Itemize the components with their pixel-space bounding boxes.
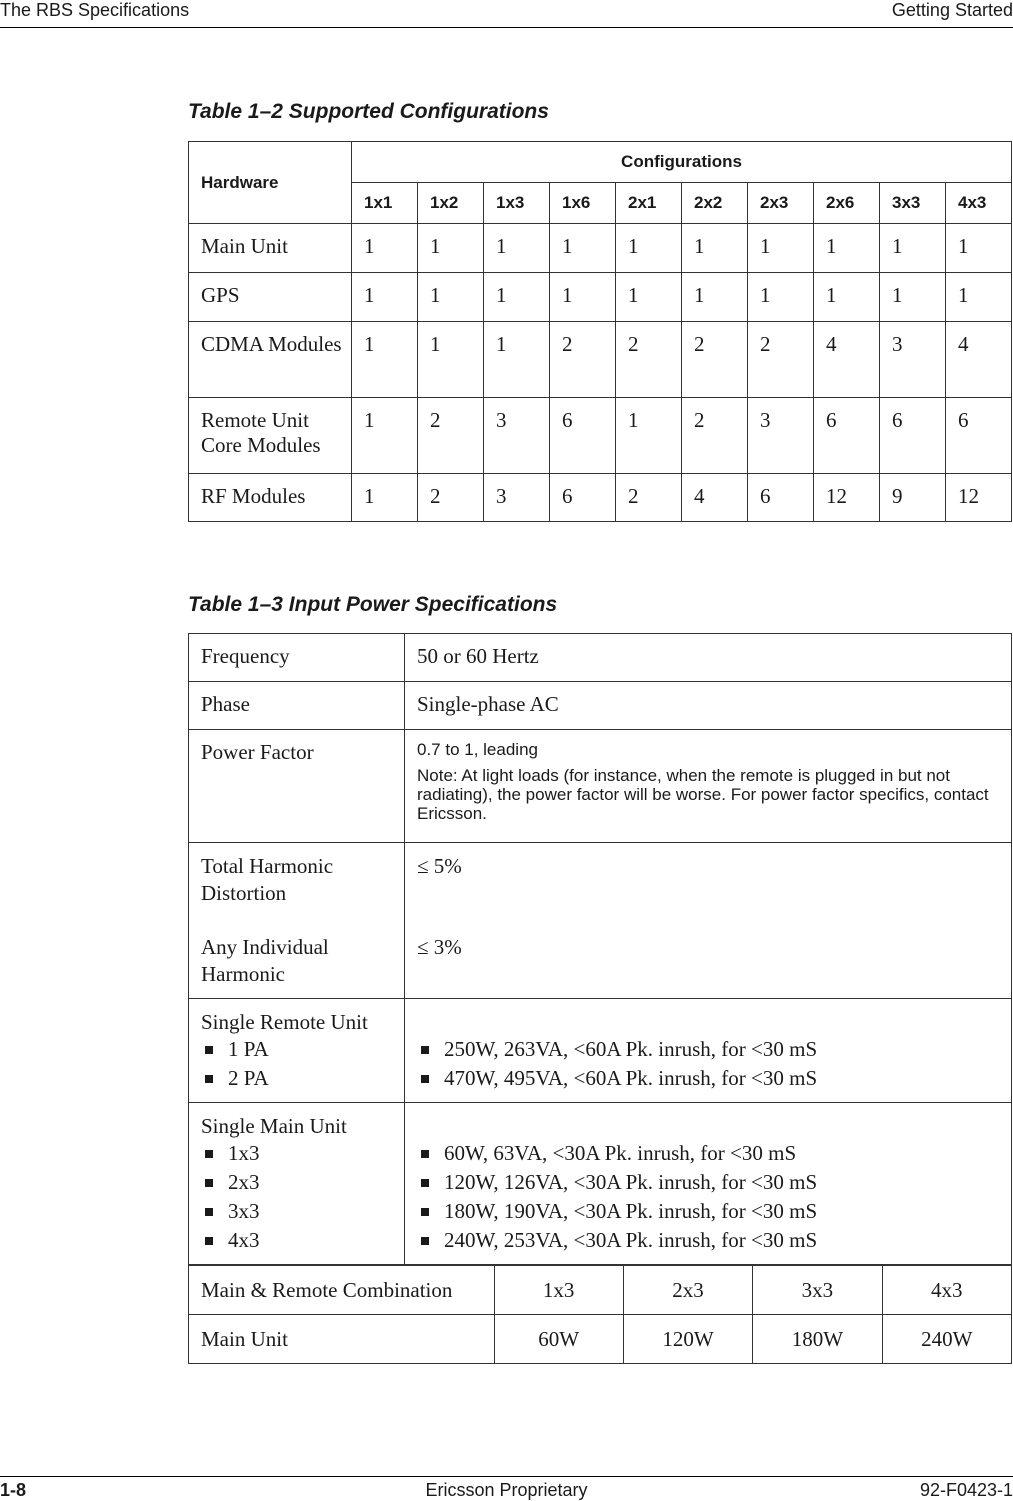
bullet-icon [421, 1179, 429, 1187]
table-cell: 2 [418, 398, 484, 474]
single-main-unit-label: Single Main Unit [201, 1114, 347, 1138]
table-row [189, 1266, 1012, 1315]
table-row [189, 474, 1012, 522]
list-item [201, 1226, 404, 1255]
single-remote-unit-label: Single Remote Unit [201, 1010, 368, 1034]
power-factor-cell [405, 730, 1012, 843]
bullet-icon [421, 1208, 429, 1216]
list-item-text: 470W, 495VA, <60A Pk. inrush, for <30 mS [444, 1066, 818, 1090]
table-row [189, 999, 1012, 1103]
power-factor-value: 0.7 to 1, leading [417, 740, 538, 759]
row-label: Remote Unit Core Modules [189, 398, 352, 474]
list-item [201, 1064, 404, 1093]
page-number: 1-8 [0, 1480, 27, 1500]
table-cell: 1 [352, 273, 418, 322]
configurations-header: Configurations [352, 142, 1012, 183]
table-cell: 1 [550, 273, 616, 322]
list-item [201, 1168, 404, 1197]
table-cell: 120W [623, 1315, 752, 1364]
page-footer [0, 1476, 1013, 1500]
table-cell: 1 [418, 224, 484, 273]
list-item [417, 1197, 1011, 1226]
table-cell: 1 [616, 273, 682, 322]
list-item-text: 4x3 [228, 1228, 260, 1252]
page-header [0, 0, 1013, 28]
list-item [417, 1139, 1011, 1168]
table-cell: 1 [748, 273, 814, 322]
table-cell: 1 [946, 224, 1012, 273]
table-cell: 12 [946, 474, 1012, 522]
config-column: 2x3 [748, 183, 814, 224]
combination-column: 4x3 [882, 1266, 1011, 1315]
combination-column: 1x3 [494, 1266, 623, 1315]
list-item [417, 1035, 1011, 1064]
table-row [189, 224, 1012, 273]
bullet-icon [205, 1179, 213, 1187]
config-column: 2x2 [682, 183, 748, 224]
table-cell: 1 [484, 322, 550, 398]
table-cell: 180W [753, 1315, 882, 1364]
config-column: 1x3 [484, 183, 550, 224]
table3-caption: Table 1–3 Input Power Specifications [188, 593, 558, 616]
row-label: GPS [189, 273, 352, 322]
table-cell: 1 [814, 224, 880, 273]
list-item [201, 1035, 404, 1064]
single-remote-unit-cell [189, 999, 405, 1103]
table-cell: 6 [550, 398, 616, 474]
table-cell: 2 [418, 474, 484, 522]
list-item-text: 120W, 126VA, <30A Pk. inrush, for <30 mS [444, 1170, 818, 1194]
table-cell: 1 [616, 398, 682, 474]
table-cell: 3 [484, 474, 550, 522]
config-column: 2x6 [814, 183, 880, 224]
config-column: 3x3 [880, 183, 946, 224]
table-cell: 1 [484, 273, 550, 322]
document-number: 92-F0423-1 [919, 1480, 1013, 1500]
list-item-text: 2x3 [228, 1170, 260, 1194]
table-cell: 1 [550, 224, 616, 273]
frequency-label: Frequency [189, 634, 405, 682]
bullet-icon [205, 1150, 213, 1158]
bullet-icon [421, 1046, 429, 1054]
list-item-text: 250W, 263VA, <60A Pk. inrush, for <30 mS [444, 1037, 818, 1061]
list-item-text: 1x3 [228, 1141, 260, 1165]
table-cell: 1 [418, 322, 484, 398]
table-cell: 1 [616, 224, 682, 273]
table-cell: 2 [748, 322, 814, 398]
table-cell: 1 [682, 224, 748, 273]
table-row [189, 634, 1012, 682]
table-cell: 2 [616, 322, 682, 398]
harmonics-labels [189, 843, 405, 999]
table-row [189, 1103, 1012, 1265]
table-cell: 1 [880, 224, 946, 273]
table-row [189, 398, 1012, 474]
table-cell: 240W [882, 1315, 1011, 1364]
main-remote-combination-table [188, 1265, 1012, 1364]
thd-value: ≤ 5% [417, 854, 462, 878]
table-cell: 4 [682, 474, 748, 522]
list-item-text: 240W, 253VA, <30A Pk. inrush, for <30 mS [444, 1228, 818, 1252]
table2-caption: Table 1–2 Supported Configurations [188, 100, 549, 123]
table-cell: 1 [748, 224, 814, 273]
single-main-unit-values [405, 1103, 1012, 1265]
supported-configurations-table [188, 141, 1012, 522]
combination-column: 2x3 [623, 1266, 752, 1315]
individual-harmonic-value: ≤ 3% [417, 935, 462, 959]
row-label: CDMA Modules [189, 322, 352, 398]
table-cell: 2 [616, 474, 682, 522]
single-main-unit-cell [189, 1103, 405, 1265]
config-column: 1x1 [352, 183, 418, 224]
table-cell: 1 [352, 398, 418, 474]
table-cell: 4 [814, 322, 880, 398]
phase-label: Phase [189, 682, 405, 730]
table-row [189, 322, 1012, 398]
bullet-icon [205, 1237, 213, 1245]
power-factor-label: Power Factor [189, 730, 405, 843]
bullet-icon [205, 1046, 213, 1054]
combination-column: 3x3 [753, 1266, 882, 1315]
harmonics-values [405, 843, 1012, 999]
hardware-header: Hardware [189, 142, 352, 224]
table-cell: 1 [352, 322, 418, 398]
list-item [417, 1064, 1011, 1093]
list-item-text: 2 PA [228, 1066, 269, 1090]
table-cell: 60W [494, 1315, 623, 1364]
row-label: RF Modules [189, 474, 352, 522]
main-unit-label: Main Unit [189, 1315, 495, 1364]
bullet-icon [205, 1075, 213, 1083]
thd-label: Total Harmonic Distortion [201, 854, 334, 905]
table-cell: 6 [880, 398, 946, 474]
table-cell: 3 [748, 398, 814, 474]
bullet-icon [421, 1150, 429, 1158]
list-item-text: 180W, 190VA, <30A Pk. inrush, for <30 mS [444, 1199, 818, 1223]
table-cell: 6 [748, 474, 814, 522]
table-cell: 1 [418, 273, 484, 322]
bullet-icon [421, 1237, 429, 1245]
input-power-specifications-table [188, 633, 1012, 1265]
frequency-value: 50 or 60 Hertz [405, 634, 1012, 682]
config-column: 1x6 [550, 183, 616, 224]
table-cell: 1 [880, 273, 946, 322]
table-cell: 2 [682, 398, 748, 474]
table-cell: 2 [682, 322, 748, 398]
table-cell: 3 [880, 322, 946, 398]
table-row [189, 1315, 1012, 1364]
table-cell: 3 [484, 398, 550, 474]
table-cell: 1 [352, 474, 418, 522]
list-item-text: 3x3 [228, 1199, 260, 1223]
table-cell: 1 [484, 224, 550, 273]
table-row [189, 730, 1012, 843]
table-cell: 1 [946, 273, 1012, 322]
table-cell: 6 [550, 474, 616, 522]
table-cell: 9 [880, 474, 946, 522]
row-label: Main Unit [189, 224, 352, 273]
table-cell: 4 [946, 322, 1012, 398]
bullet-icon [205, 1208, 213, 1216]
table-cell: 12 [814, 474, 880, 522]
table-row [189, 682, 1012, 730]
single-remote-unit-values [405, 999, 1012, 1103]
bullet-icon [421, 1075, 429, 1083]
list-item-text: 1 PA [228, 1037, 269, 1061]
footer-proprietary: Ericsson Proprietary [425, 1480, 588, 1500]
table-row [189, 843, 1012, 999]
combination-label: Main & Remote Combination [189, 1266, 495, 1315]
table-cell: 6 [814, 398, 880, 474]
list-item [201, 1197, 404, 1226]
table-cell: 1 [814, 273, 880, 322]
list-item [417, 1226, 1011, 1255]
table-cell: 2 [550, 322, 616, 398]
power-factor-note: Note: At light loads (for instance, when the remote is plugged in but not radiating), the power factor will be worse. For power factor specifics, contact Ericsson. [417, 766, 989, 823]
config-column: 2x1 [616, 183, 682, 224]
header-section-title: The RBS Specifications [0, 0, 190, 20]
individual-harmonic-label: Any Individual Harmonic [201, 935, 329, 986]
config-column: 4x3 [946, 183, 1012, 224]
config-column: 1x2 [418, 183, 484, 224]
list-item [417, 1168, 1011, 1197]
header-chapter-title: Getting Started [891, 0, 1013, 20]
table-row [189, 273, 1012, 322]
table-cell: 6 [946, 398, 1012, 474]
table-cell: 1 [352, 224, 418, 273]
list-item-text: 60W, 63VA, <30A Pk. inrush, for <30 mS [444, 1141, 797, 1165]
list-item [201, 1139, 404, 1168]
phase-value: Single-phase AC [405, 682, 1012, 730]
table-cell: 1 [682, 273, 748, 322]
